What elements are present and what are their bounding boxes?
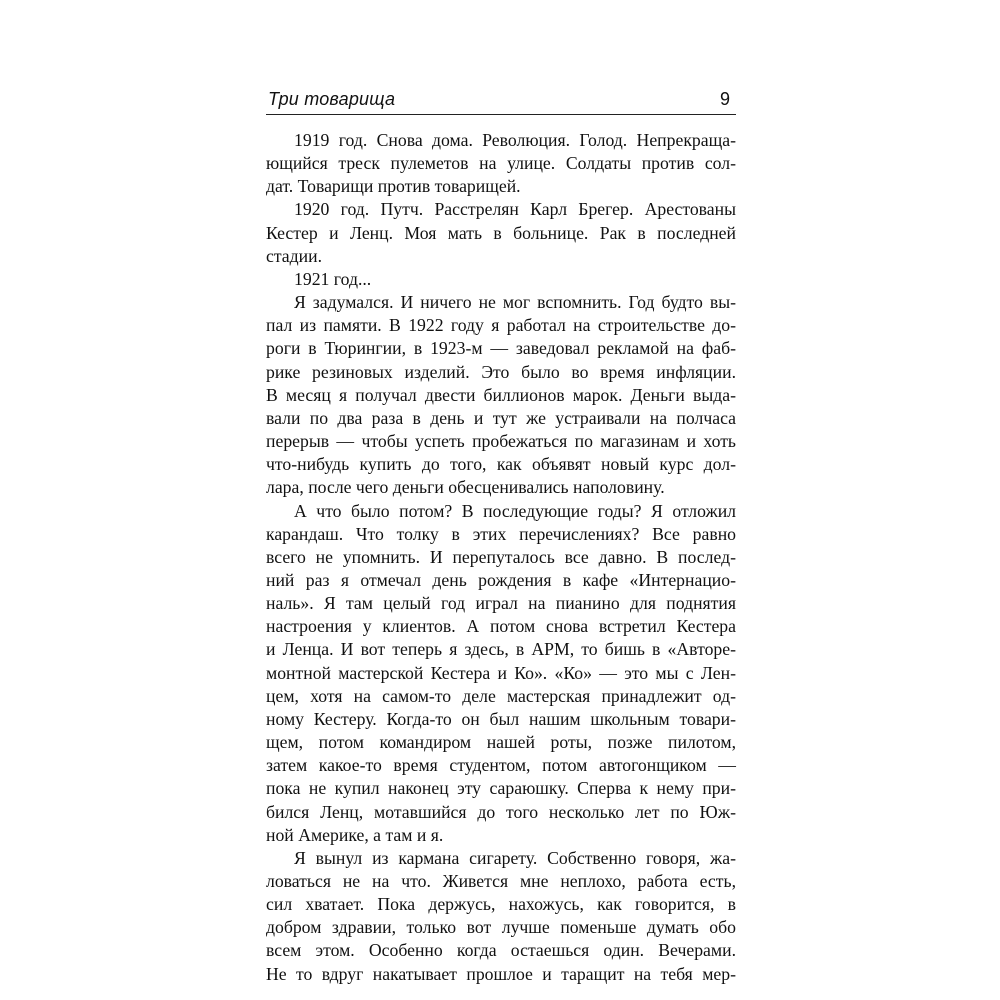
text-line: всего не упомнить. И перепуталось все давно. В послед- bbox=[266, 546, 736, 567]
text-line: перерыв — чтобы успеть пробежаться по магазинам и хоть bbox=[266, 431, 736, 452]
text-line: Я вынул из кармана сигарету. Собственно говоря, жа- bbox=[294, 847, 736, 868]
body-text bbox=[266, 129, 736, 986]
text-line: карандаш. Что толку в этих перечислениях? Все равно bbox=[266, 523, 736, 544]
text-line: щем, потом командиром нашей роты, позже пилотом, bbox=[266, 732, 736, 753]
text-line: 1921 год... bbox=[294, 268, 372, 289]
text-line: рике резиновых изделий. Это было во время инфляции. bbox=[266, 361, 736, 382]
text-line: затем какое-то время студентом, потом автогонщиком — bbox=[266, 755, 736, 776]
text-line: всем этом. Особенно когда остаешься один. Вечерами. bbox=[266, 940, 736, 961]
running-title: Три товарища bbox=[268, 89, 396, 109]
text-line: Я задумался. И ничего не мог вспомнить. Год будто вы- bbox=[294, 292, 736, 313]
book-page bbox=[266, 84, 736, 986]
text-line: ной Америке, а там и я. bbox=[266, 824, 444, 845]
text-line: что-нибудь купить до того, как объявят новый курс дол- bbox=[266, 454, 736, 475]
text-line: сил хватает. Пока держусь, нахожусь, как говорится, в bbox=[266, 894, 736, 915]
text-line: настроения у клиентов. А потом снова встретил Кестера bbox=[266, 616, 736, 637]
text-line: дат. Товарищи против товарищей. bbox=[266, 176, 521, 197]
text-line: и Ленца. И вот теперь я здесь, в АРМ, то бишь в «Авторе- bbox=[266, 639, 736, 660]
text-line: Не то вдруг накатывает прошлое и таращит на тебя мер- bbox=[266, 963, 736, 984]
text-line: пал из памяти. В 1922 году я работал на строительстве до- bbox=[266, 315, 736, 336]
text-line: А что было потом? В последующие годы? Я отложил bbox=[294, 500, 736, 521]
text-line: монтной мастерской Кестера и Ко». «Ко» — это мы с Лен- bbox=[266, 662, 736, 683]
text-line: Кестер и Ленц. Моя мать в больнице. Рак в последней bbox=[266, 222, 736, 243]
text-line: наль». Я там целый год играл на пианино для поднятия bbox=[266, 593, 736, 614]
running-header bbox=[266, 84, 736, 115]
text-line: вали по два раза в день и тут же устраивали на полчаса bbox=[266, 407, 736, 428]
text-line: лара, после чего деньги обесценивались наполовину. bbox=[266, 477, 665, 498]
text-line: добром здравии, только вот лучше поменьше думать обо bbox=[266, 917, 736, 938]
page-number: 9 bbox=[719, 89, 730, 109]
text-line: ющийся треск пулеметов на улице. Солдаты против сол- bbox=[266, 153, 736, 174]
text-line: стадии. bbox=[266, 245, 322, 266]
text-line: роги в Тюрингии, в 1923-м — заведовал рекламой на фаб- bbox=[266, 338, 736, 359]
text-line: ловаться не на что. Живется мне неплохо, работа есть, bbox=[266, 871, 736, 891]
text-line: 1919 год. Снова дома. Революция. Голод. Непрекраща- bbox=[294, 130, 736, 150]
text-line: ний раз я отмечал день рождения в кафе «Интернацио- bbox=[266, 569, 736, 590]
text-line: 1920 год. Путч. Расстрелян Карл Брегер. Арестованы bbox=[294, 199, 736, 220]
text-line: бился Ленц, мотавшийся до того несколько лет по Юж- bbox=[266, 801, 736, 822]
text-line: пока не купил наконец эту сараюшку. Сперва к нему при- bbox=[266, 778, 736, 799]
text-line: В месяц я получал двести биллионов марок. Деньги выда- bbox=[266, 384, 736, 405]
text-line: цем, хотя на самом-то деле мастерская принадлежит од- bbox=[266, 685, 736, 706]
text-line: ному Кестеру. Когда-то он был нашим школьным товари- bbox=[266, 708, 736, 729]
